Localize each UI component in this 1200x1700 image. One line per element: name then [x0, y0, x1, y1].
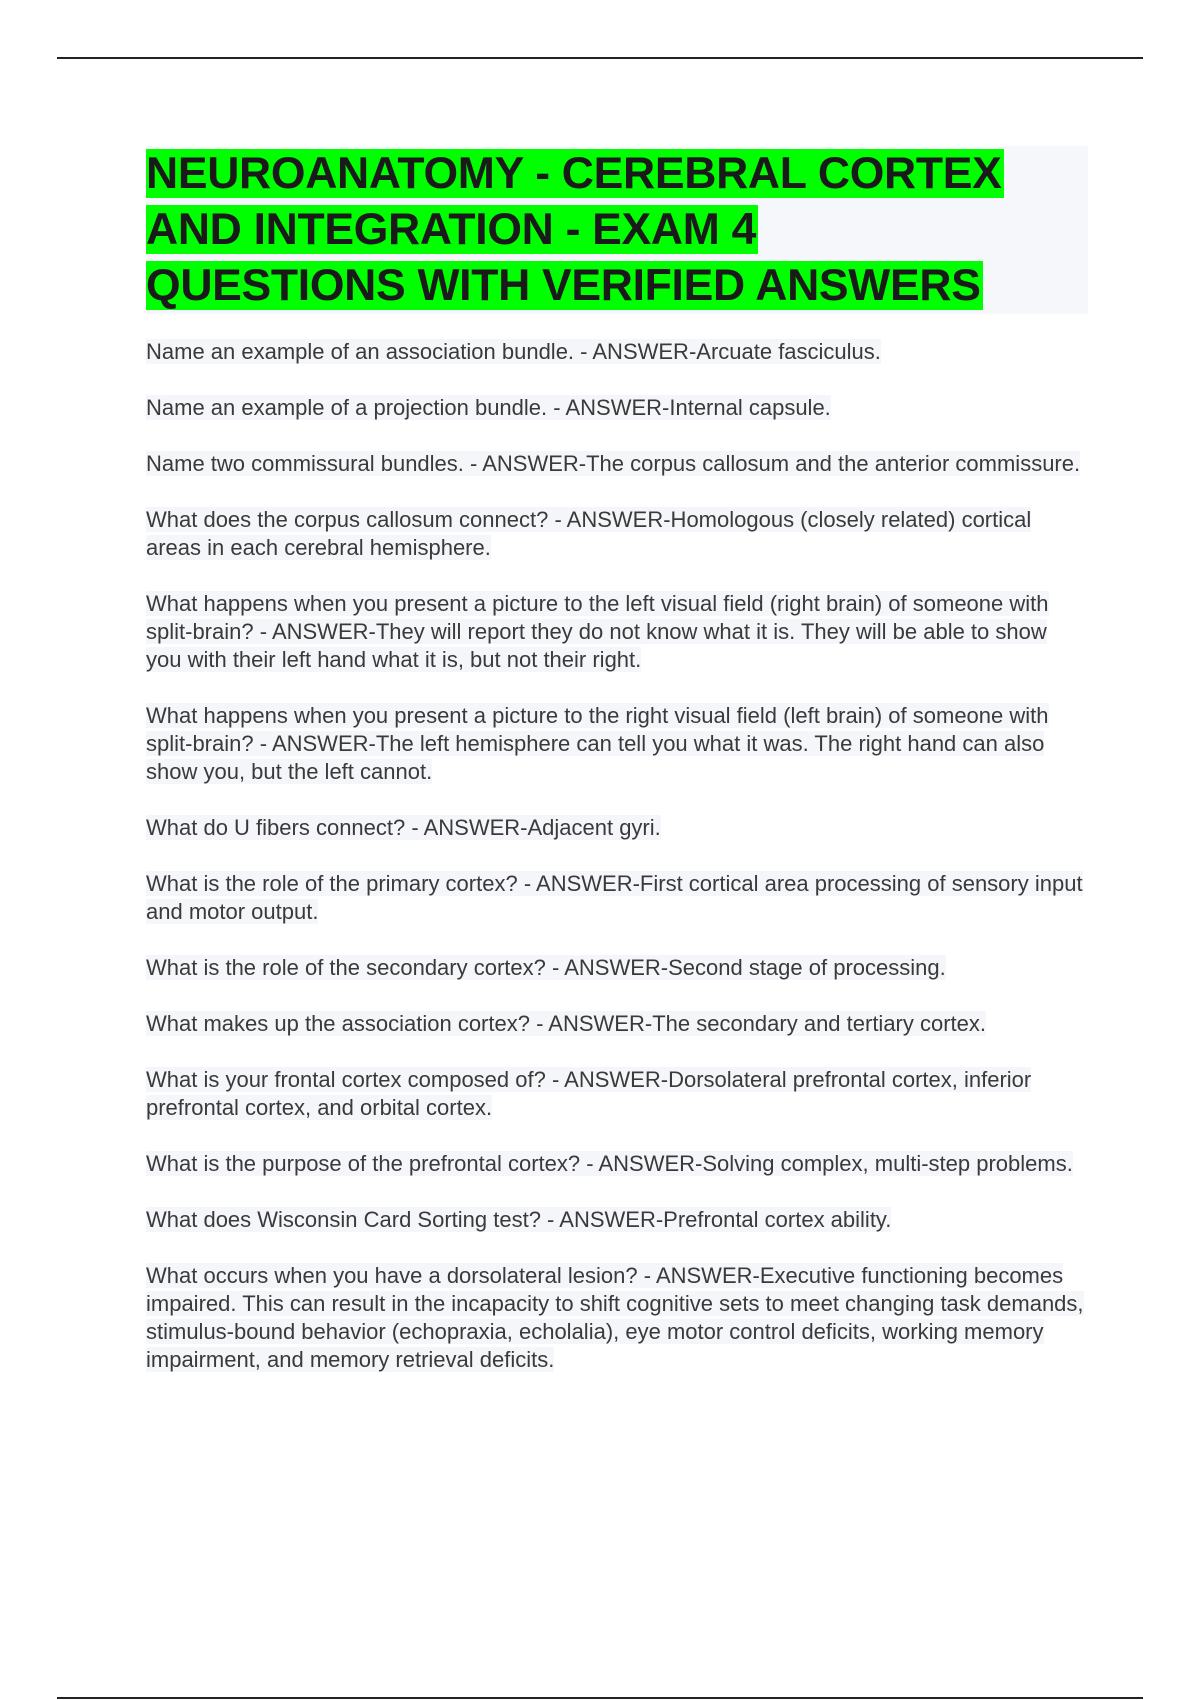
title-line-text: NEUROANATOMY - CEREBRAL CORTEX	[146, 149, 1002, 198]
title-line	[146, 258, 1088, 314]
document-body	[146, 146, 1086, 1402]
qa-item	[146, 1206, 1086, 1234]
qa-list	[146, 338, 1086, 1374]
qa-item	[146, 450, 1086, 478]
qa-item	[146, 590, 1086, 674]
qa-text: What happens when you present a picture to the right visual field (left brain) of someone with split-brain? - ANSWER-The left hemisphere can tell you what it was. The right hand can also show you, but the left cannot.	[146, 703, 1049, 784]
qa-item	[146, 338, 1086, 366]
qa-text: What is your frontal cortex composed of? - ANSWER-Dorsolateral prefrontal cortex, inferior prefrontal cortex, and orbital cortex.	[146, 1067, 1032, 1120]
title-block	[146, 146, 1088, 314]
qa-text: What occurs when you have a dorsolateral lesion? - ANSWER-Executive functioning becomes impaired. This can result in the incapacity to shift cognitive sets to meet changing task demands, stimulus-bound behavior (echopraxia, echolalia), eye motor control deficits, working memory impairment, and memory retrieval deficits.	[146, 1263, 1084, 1372]
qa-text: What does the corpus callosum connect? - ANSWER-Homologous (closely related) cortical areas in each cerebral hemisphere.	[146, 507, 1032, 560]
title-line	[146, 202, 1088, 258]
qa-item	[146, 954, 1086, 982]
qa-text: What is the role of the secondary cortex? - ANSWER-Second stage of processing.	[146, 955, 946, 980]
qa-item	[146, 1262, 1086, 1374]
qa-item	[146, 1066, 1086, 1122]
footer-rule	[57, 1697, 1143, 1699]
document-title	[146, 146, 1086, 314]
title-line-text: AND INTEGRATION - EXAM 4	[146, 205, 757, 254]
qa-item	[146, 702, 1086, 786]
qa-item	[146, 870, 1086, 926]
qa-text: What is the purpose of the prefrontal cortex? - ANSWER-Solving complex, multi-step problems.	[146, 1151, 1073, 1176]
qa-text: What happens when you present a picture to the left visual field (right brain) of someone with split-brain? - ANSWER-They will report they do not know what it is. They will be able to show you with their left hand what it is, but not their right.	[146, 591, 1049, 672]
qa-text: What do U fibers connect? - ANSWER-Adjacent gyri.	[146, 815, 661, 840]
qa-item	[146, 814, 1086, 842]
qa-item	[146, 1150, 1086, 1178]
qa-text: What is the role of the primary cortex? - ANSWER-First cortical area processing of sensory input and motor output.	[146, 871, 1083, 924]
qa-item	[146, 506, 1086, 562]
qa-item	[146, 394, 1086, 422]
qa-text: What makes up the association cortex? - ANSWER-The secondary and tertiary cortex.	[146, 1011, 987, 1036]
qa-text: Name an example of an association bundle. - ANSWER-Arcuate fasciculus.	[146, 339, 881, 364]
header-rule	[57, 57, 1143, 59]
title-line	[146, 146, 1088, 202]
qa-item	[146, 1010, 1086, 1038]
title-line-text: QUESTIONS WITH VERIFIED ANSWERS	[146, 261, 981, 310]
qa-text: Name an example of a projection bundle. - ANSWER-Internal capsule.	[146, 395, 831, 420]
qa-text: Name two commissural bundles. - ANSWER-The corpus callosum and the anterior commissure.	[146, 451, 1081, 476]
qa-text: What does Wisconsin Card Sorting test? - ANSWER-Prefrontal cortex ability.	[146, 1207, 892, 1232]
